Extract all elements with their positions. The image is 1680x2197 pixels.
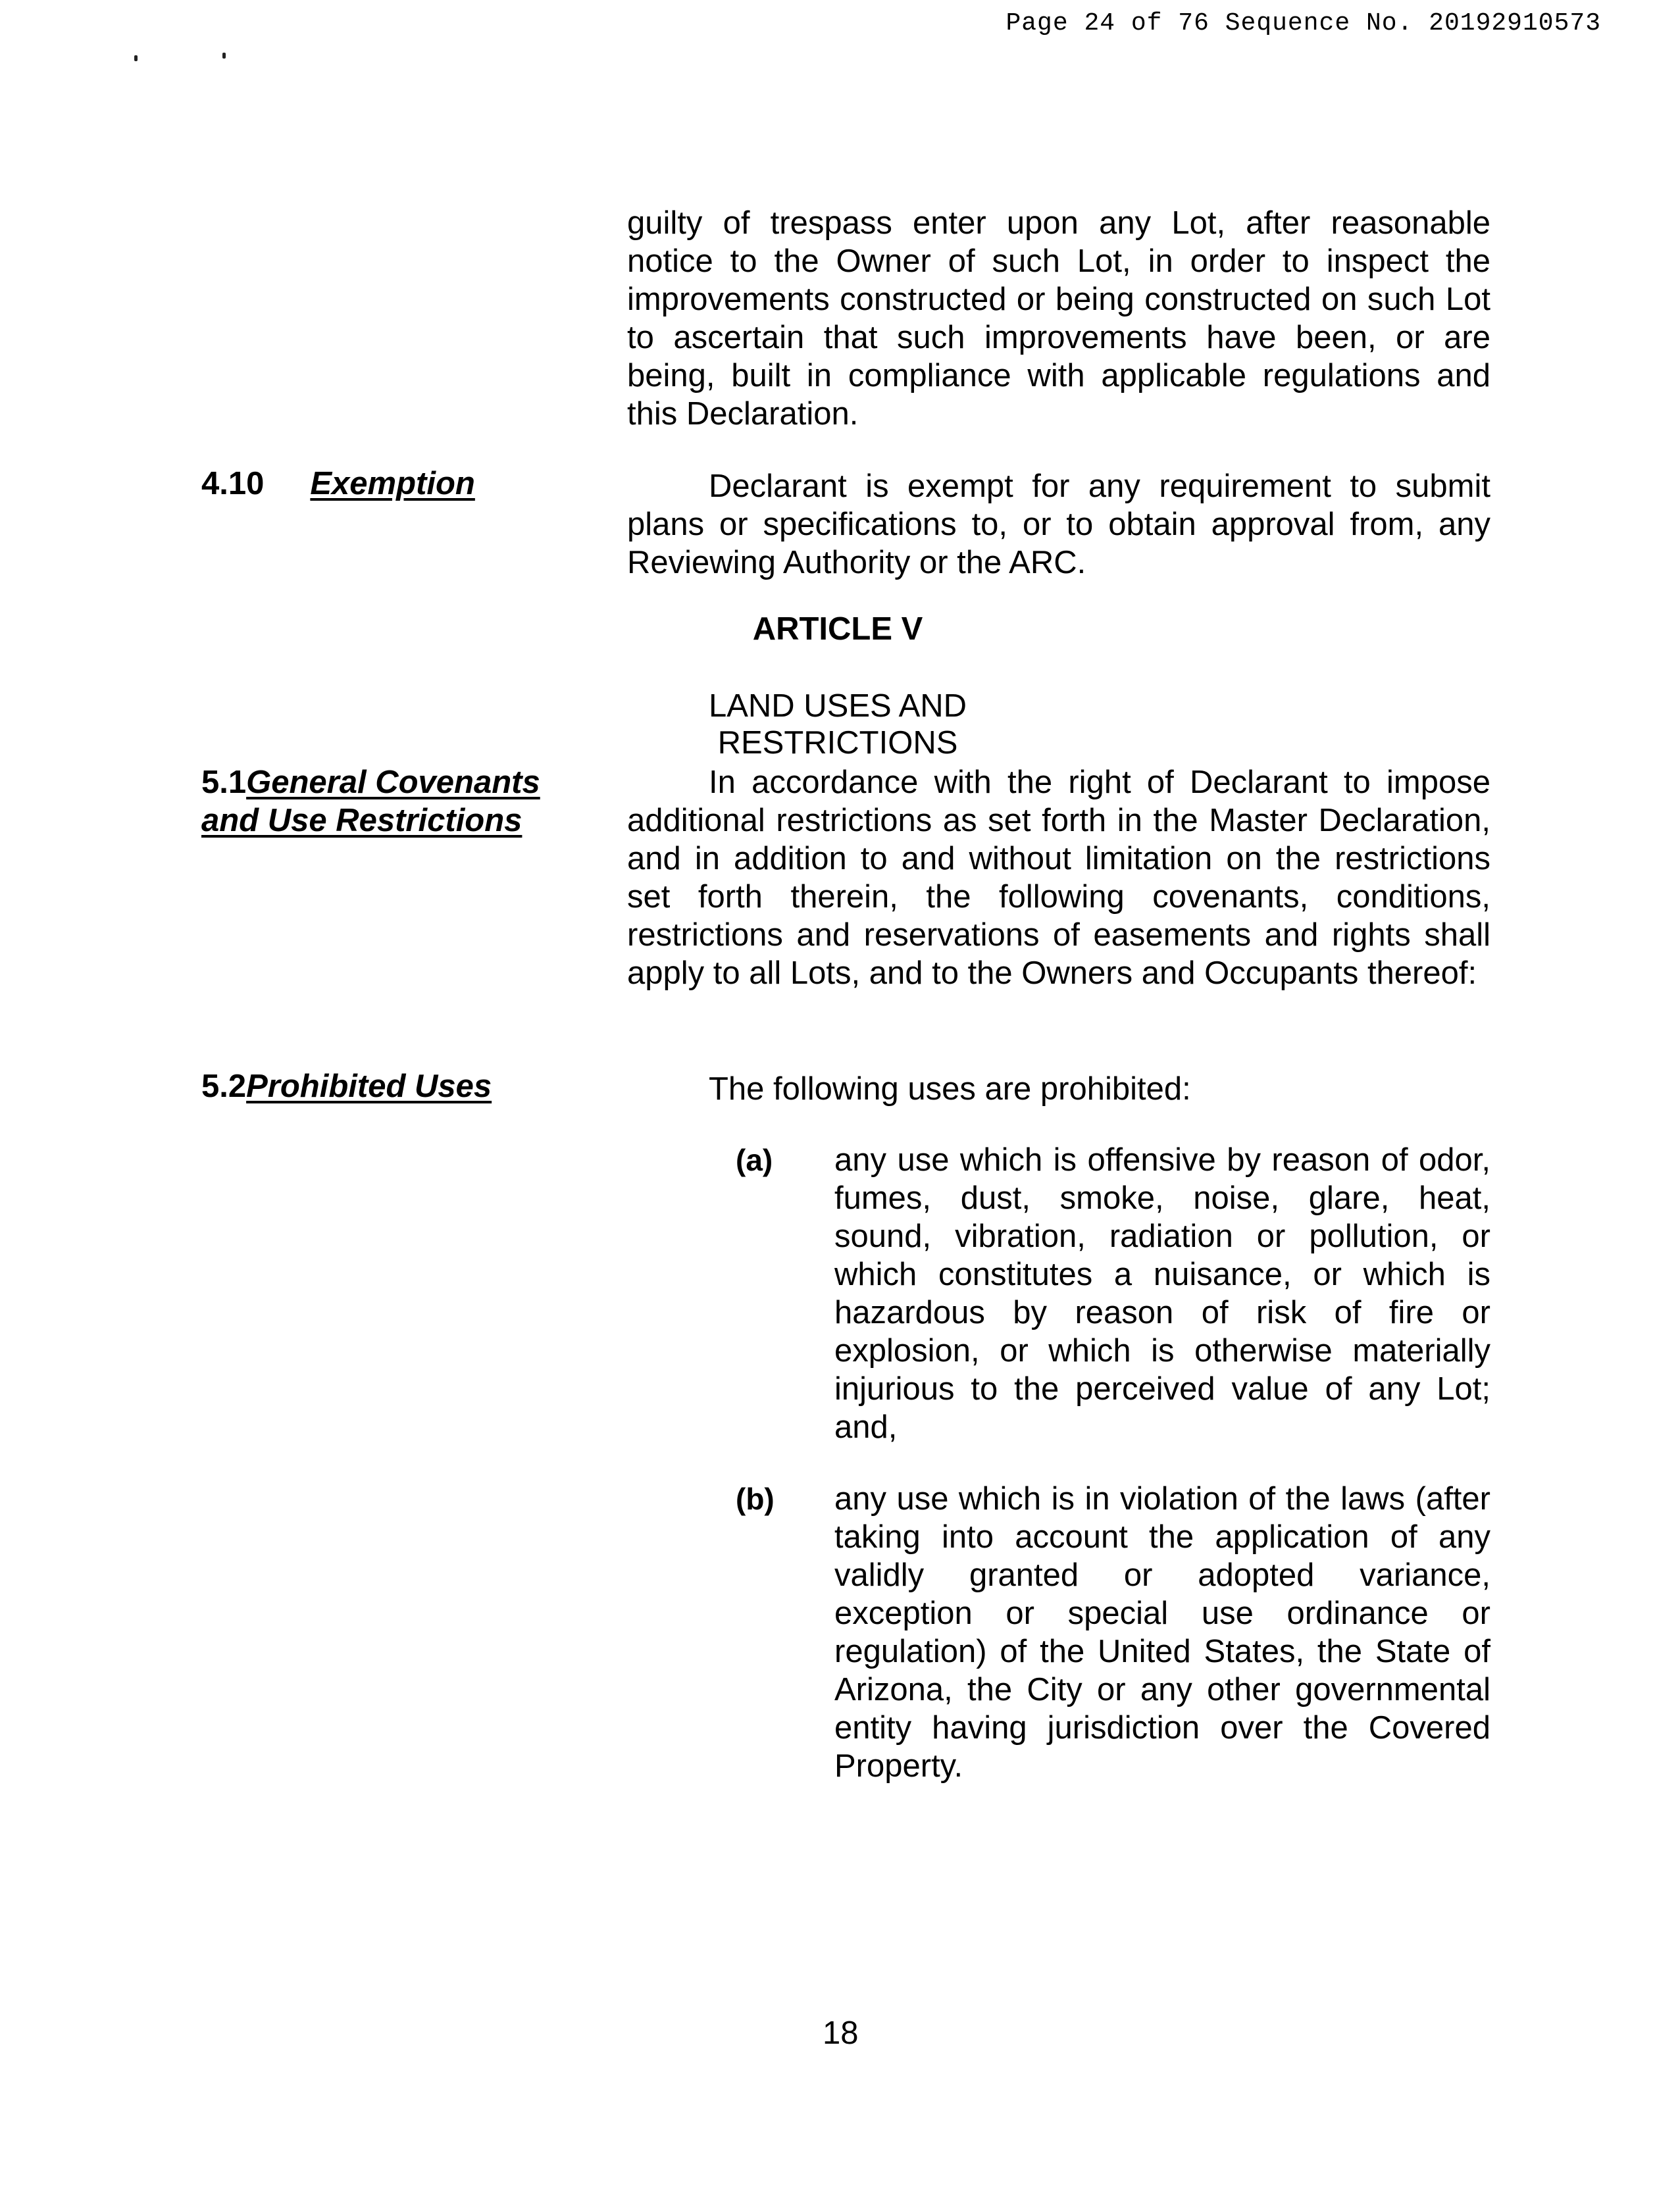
list-item-text: any use which is in violation of the laws (after taking into account the application of any validly granted or adopted variance, exception or special use ordinance or regulation) of the United States, the State of Arizona, the City or any other governmental entity having jurisdiction over the Covered Property. — [834, 1481, 1490, 1784]
list-item-label: (a) — [736, 1143, 773, 1177]
page-header: Page 24 of 76 Sequence No. 20192910573 — [1005, 9, 1601, 38]
section-number: 5.2 — [201, 1069, 247, 1104]
section-4-10-heading — [201, 465, 475, 503]
list-item-label: (b) — [736, 1482, 775, 1516]
section-5-2-heading — [201, 1067, 492, 1105]
section-number: 5.1 — [201, 765, 247, 800]
page-number: 18 — [823, 2015, 859, 2051]
section-title: Prohibited Uses — [246, 1069, 492, 1104]
section-5-1-paragraph: In accordance with the right of Declarant to impose additional restrictions as set forth in the Master Declaration, and in addition to and without limitation on the restrictions set forth therein, the following covenants, conditions, restrictions and reservations of easements and rights shall apply to all Lots, and to the Owners and Occupants thereof: — [627, 765, 1490, 991]
section-title-line2: and Use Restrictions — [201, 803, 522, 838]
section-number: 4.10 — [201, 466, 265, 501]
continuation-paragraph: guilty of trespass enter upon any Lot, after reasonable notice to the Owner of such Lot, in order to inspect the improvements constructed or being constructed on such Lot to ascertain that such improvements have been, or are being, built in compliance with applicable regulations and this Declaration. — [627, 205, 1490, 432]
section-5-2-intro: The following uses are prohibited: — [709, 1071, 1191, 1107]
scan-speck — [222, 53, 226, 59]
list-item-text: any use which is offensive by reason of odor, fumes, dust, smoke, noise, glare, heat, sound, vibration, radiation or pollution, or which constitutes a nuisance, or which is hazardous by reason of risk of fire or explosion, or which is otherwise materially injurious to the perceived value of any Lot; and, — [834, 1142, 1490, 1445]
section-title: Exemption — [310, 466, 475, 501]
section-4-10-paragraph: Declarant is exempt for any requirement to submit plans or specifications to, or to obtain approval from, any Reviewing Authority or the ARC. — [627, 468, 1490, 580]
article-heading: ARTICLE V — [752, 611, 923, 647]
scan-speck — [134, 55, 138, 61]
section-5-1-heading — [201, 763, 540, 840]
section-title-line1: General Covenants — [246, 765, 540, 800]
article-subheading: LAND USES AND RESTRICTIONS — [708, 688, 967, 761]
